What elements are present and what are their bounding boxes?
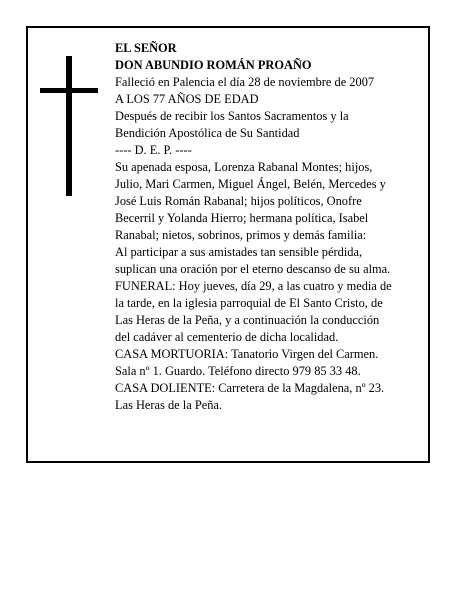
family-line-1: Su apenada esposa, Lorenza Rabanal Montes; hijos,: [115, 160, 373, 174]
cross-icon: [66, 56, 72, 196]
deceased-name: DON ABUNDIO ROMÁN PROAÑO: [115, 58, 312, 72]
death-date-line: Falleció en Palencia el día 28 de noviembre de 2007: [115, 75, 375, 89]
family-line-4: Becerril y Yolanda Hierro; hermana política, Isabel: [115, 211, 369, 225]
funeral-line-3: Las Heras de la Peña, y a continuación la conducción: [115, 313, 380, 327]
cross-icon-bar: [40, 88, 98, 93]
family-line-3: José Luis Román Rabanal; hijos políticos, Onofre: [115, 194, 362, 208]
obituary-notice: [26, 26, 430, 463]
funeral-line-2: la tarde, en la iglesia parroquial de El Santo Cristo, de: [115, 296, 383, 310]
mortuary-line-1: CASA MORTUORIA: Tanatorio Virgen del Carmen.: [115, 347, 379, 361]
mourning-house-line-1: CASA DOLIENTE: Carretera de la Magdalena, nº 23.: [115, 381, 385, 395]
deceased-title: EL SEÑOR: [115, 41, 177, 55]
request-line-2: suplican una oración por el eterno descanso de su alma.: [115, 262, 391, 276]
family-line-2: Julio, Mari Carmen, Miguel Ángel, Belén, Mercedes y: [115, 177, 386, 191]
mortuary-line-2: Sala nº 1. Guardo. Teléfono directo 979 85 33 48.: [115, 364, 361, 378]
sacraments-line-1: Después de recibir los Santos Sacramentos y la: [115, 109, 349, 123]
age-line: A LOS 77 AÑOS DE EDAD: [115, 92, 259, 106]
funeral-line-1: FUNERAL: Hoy jueves, día 29, a las cuatro y media de: [115, 279, 392, 293]
request-line-1: Al participar a sus amistades tan sensible pérdida,: [115, 245, 363, 259]
funeral-line-4: del cadáver al cementerio de dicha localidad.: [115, 330, 339, 344]
rip-line: ---- D. E. P. ----: [115, 143, 192, 157]
mourning-house-line-2: Las Heras de la Peña.: [115, 398, 222, 412]
obituary-text: [115, 40, 427, 414]
family-line-5: Ranabal; nietos, sobrinos, primos y demás familia:: [115, 228, 367, 242]
sacraments-line-2: Bendición Apostólica de Su Santidad: [115, 126, 300, 140]
